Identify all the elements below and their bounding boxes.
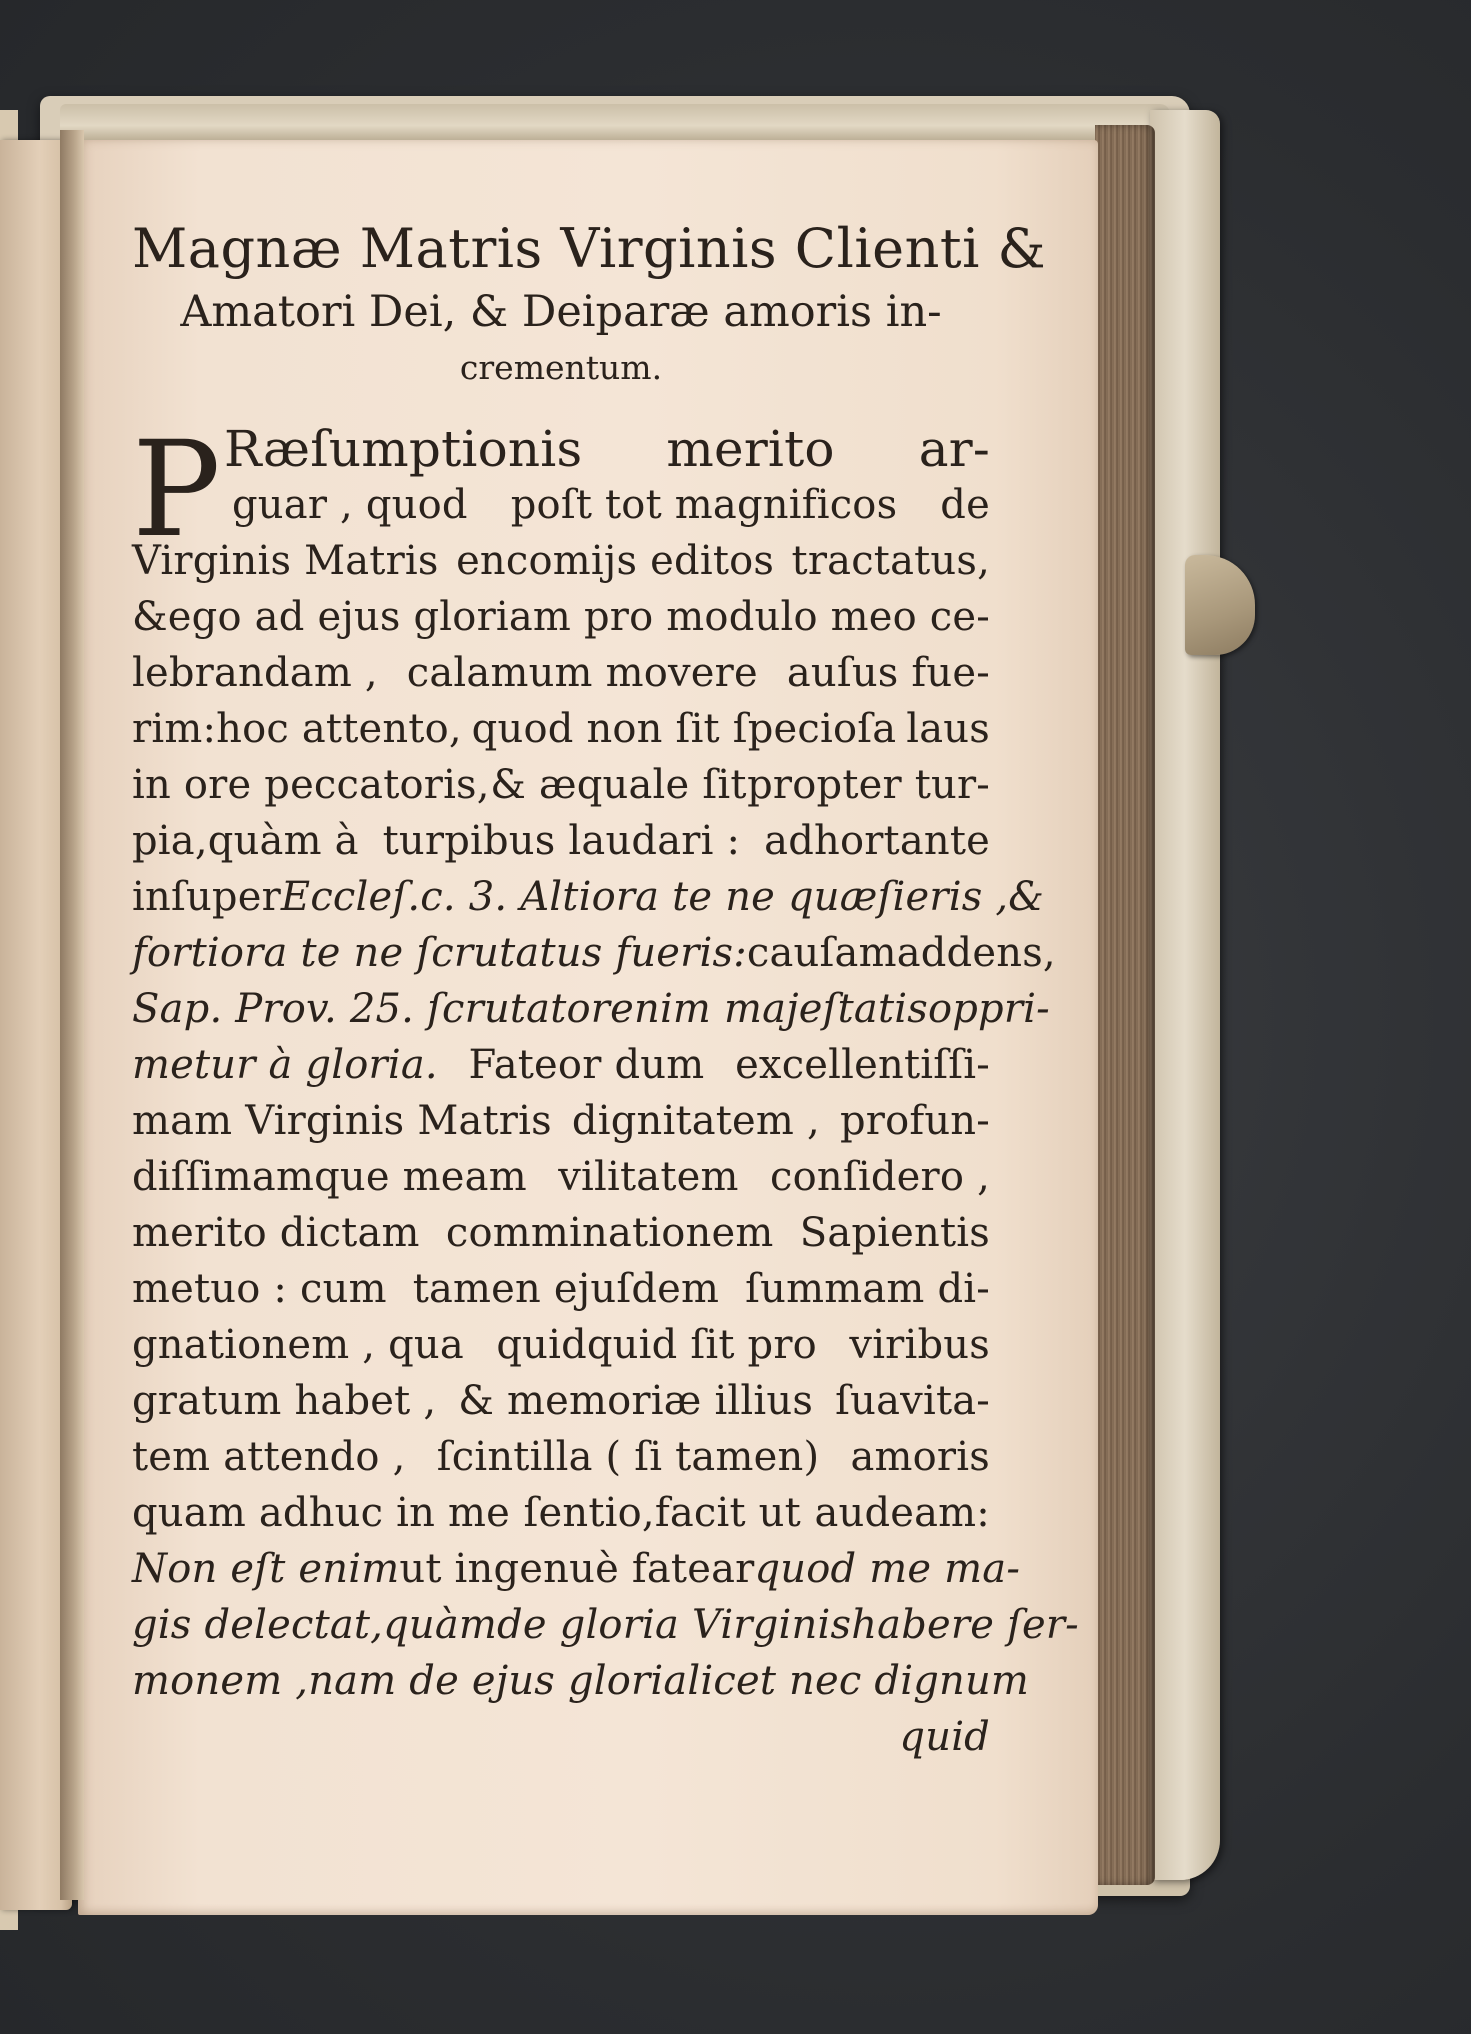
text-line — [132, 645, 990, 701]
text-segment: Sapientis — [799, 1210, 990, 1256]
text-segment: Eccleſ.c. 3. Altiora te ne quæſieris , — [280, 874, 1009, 920]
text-segment: viribus — [849, 1322, 990, 1368]
text-segment: tamen ejuſdem — [412, 1266, 720, 1312]
text-segment: ſummam di- — [745, 1266, 990, 1312]
text-segment: licet nec dignum — [687, 1658, 1030, 1704]
text-segment: conſidero , — [770, 1154, 990, 1200]
title-line-2: Amatori Dei, & Deiparæ amoris in- — [180, 287, 942, 337]
text-line — [132, 1485, 990, 1541]
text-segment: & æquale ſit — [490, 762, 747, 808]
text-line — [132, 757, 990, 813]
text-segment: &ego ad ejus — [132, 594, 401, 640]
text-segment: guar , quod — [232, 482, 468, 528]
text-line — [132, 1205, 990, 1261]
text-line — [132, 1597, 1079, 1653]
page-fore-edge — [1095, 125, 1155, 1885]
text-segment: nam de ejus gloria — [308, 1658, 688, 1704]
title-line-1: Magnæ Matris Virginis Clienti & — [132, 217, 1047, 280]
text-lines — [132, 413, 1079, 1709]
text-segment: auſus fue- — [786, 650, 990, 696]
text-segment: ut ingenuè fatear — [399, 1546, 755, 1592]
text-segment: turpibus laudari : — [382, 818, 741, 864]
text-segment: tem attendo , — [132, 1434, 406, 1480]
text-line — [132, 813, 990, 869]
text-segment: cauſam — [746, 930, 897, 976]
text-line — [132, 1261, 990, 1317]
text-segment: gis delectat,quàm — [132, 1602, 498, 1648]
text-segment: meo ce- — [830, 594, 990, 640]
text-segment: ar- — [918, 420, 990, 478]
text-segment: quod me ma- — [754, 1546, 1021, 1592]
text-segment: metur à gloria. — [132, 1042, 438, 1088]
text-segment: laus — [906, 706, 990, 752]
text-line — [132, 1037, 990, 1093]
catchword-line — [132, 1709, 990, 1765]
title-line-3: crementum. — [459, 348, 663, 387]
text-segment: Virginis Matris — [132, 538, 439, 584]
text-segment: excellentiſſi- — [735, 1042, 990, 1088]
text-segment: gloriam pro modulo — [413, 594, 818, 640]
catchword: quid — [899, 1714, 990, 1760]
text-segment: addens, — [896, 930, 1056, 976]
text-line — [132, 421, 990, 477]
text-segment: Fateor dum — [468, 1042, 705, 1088]
text-segment: Non eſt enim — [132, 1546, 400, 1592]
text-segment: rim:hoc attento, — [132, 706, 462, 752]
page-gutter — [60, 130, 84, 1900]
text-segment: gnationem , qua — [132, 1322, 464, 1368]
page-top-edge — [60, 104, 1170, 140]
text-segment: quam adhuc in me — [132, 1490, 511, 1536]
text-line — [132, 533, 990, 589]
text-segment: dignitatem , — [571, 1098, 820, 1144]
text-segment: ſcintilla ( ſi tamen) — [436, 1434, 820, 1480]
text-segment: & — [1008, 874, 1045, 920]
text-segment: vilitatem — [558, 1154, 739, 1200]
text-segment: pia,quàm à — [132, 818, 359, 864]
text-line — [132, 1429, 990, 1485]
text-segment: fortiora te ne ſcrutatus fueris: — [132, 930, 747, 976]
text-line — [132, 589, 990, 645]
text-line — [132, 1317, 990, 1373]
text-line — [132, 925, 1056, 981]
text-segment: monem , — [132, 1658, 309, 1704]
text-segment: enim majeſtatis — [610, 986, 928, 1032]
drop-capital: P — [132, 413, 221, 567]
text-segment: profun- — [839, 1098, 990, 1144]
text-segment: tractatus, — [791, 538, 990, 584]
text-segment: comminationem — [445, 1210, 774, 1256]
text-segment: gratum habet , — [132, 1378, 437, 1424]
text-segment: calamum movere — [406, 650, 758, 696]
text-segment: inſuper — [132, 874, 281, 920]
text-line — [132, 1373, 990, 1429]
text-segment: Ræſumptionis — [224, 420, 583, 478]
text-line — [132, 981, 1050, 1037]
body-text — [132, 413, 1079, 1765]
text-segment: quidquid ſit pro — [496, 1322, 817, 1368]
text-segment: adhortante — [764, 818, 990, 864]
text-line — [132, 701, 990, 757]
text-segment: lebrandam , — [132, 650, 378, 696]
text-segment: in ore peccatoris, — [132, 762, 490, 808]
text-segment: amoris — [850, 1434, 990, 1480]
text-line — [132, 1093, 990, 1149]
text-segment: & memoriæ illius — [458, 1378, 814, 1424]
text-line — [132, 477, 990, 533]
text-line — [132, 1149, 990, 1205]
text-segment: habere ſer- — [851, 1602, 1079, 1648]
text-segment: mam Virginis Matris — [132, 1098, 552, 1144]
text-segment: merito — [666, 420, 835, 478]
text-line — [132, 1541, 1021, 1597]
text-segment: de gloria Virginis — [497, 1602, 852, 1648]
text-segment: diſſimamque meam — [132, 1154, 527, 1200]
text-segment: oppri- — [927, 986, 1050, 1032]
text-segment: de — [940, 482, 990, 528]
text-segment: merito dictam — [132, 1210, 420, 1256]
text-segment: metuo : cum — [132, 1266, 387, 1312]
text-segment: ſentio,facit ut — [523, 1490, 801, 1536]
text-segment: Sap. Prov. 25. ſcrutator — [132, 986, 611, 1032]
text-segment: poſt tot magnificos — [510, 482, 898, 528]
text-line — [132, 869, 1045, 925]
text-segment: propter tur- — [747, 762, 990, 808]
text-segment: quod non ſit ſpecioſa — [471, 706, 897, 752]
page-content — [132, 215, 1079, 1765]
text-segment: audeam: — [814, 1490, 990, 1536]
text-segment: ſuavita- — [835, 1378, 990, 1424]
text-line — [132, 1653, 1030, 1709]
text-segment: encomijs editos — [456, 538, 775, 584]
cover-fore-edge — [1150, 110, 1220, 1880]
